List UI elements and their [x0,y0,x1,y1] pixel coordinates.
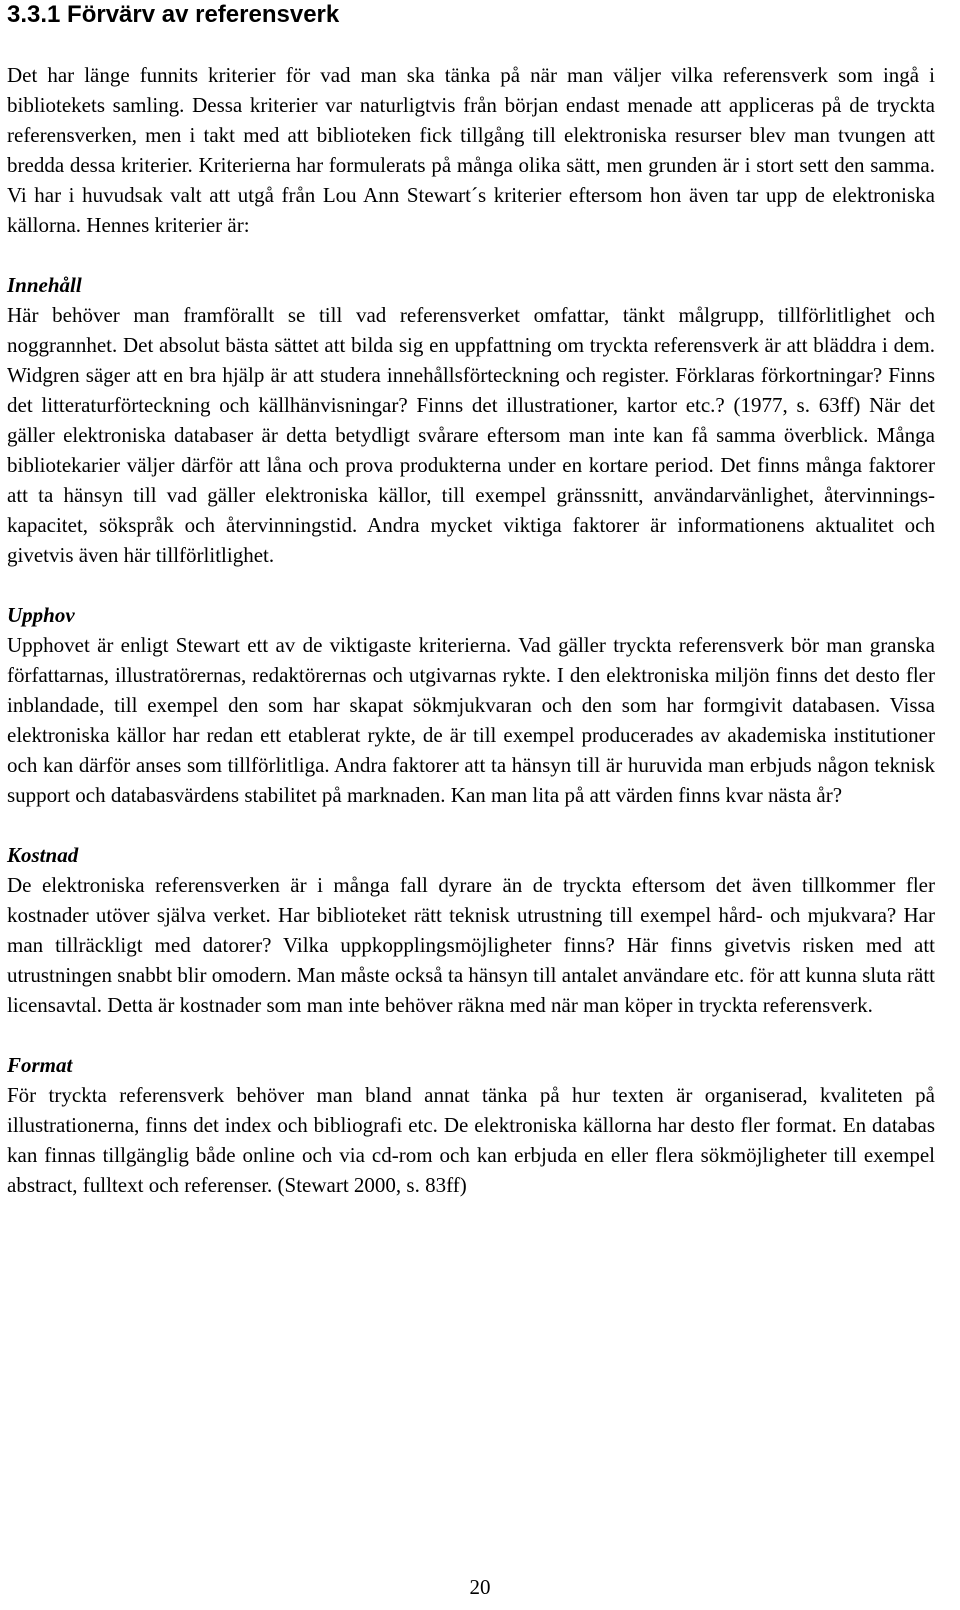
paragraph-upphov: Upphovet är enligt Stewart ett av de viktigaste kriterierna. Vad gäller tryckta referensverk bör man granska författarnas, illustratörernas, redaktörernas och utgivarnas rykte. I den elektroniska miljön finns det desto fler inblandade, till exempel den som har skapat sökmjukvaran och den som har formgivit databasen. Vissa elektroniska källor har redan ett etablerat rykte, de är till exempel producerades av akademiska institutioner och kan därför anses som tillförlitliga. Andra faktorer att ta hänsyn till är huruvida man erbjuds någon teknisk support och databasvärdens stabilitet på marknaden. Kan man lita på att värden finns kvar nästa år? [7,633,935,807]
subheading-innehall: Innehåll [7,273,82,297]
document-page [7,0,935,1200]
intro-paragraph: Det har länge funnits kriterier för vad man ska tänka på när man väljer vilka referensverk som ingå i bibliotekets samling. Dessa kriterier var naturligtvis från början endast menade att appliceras på de tryckta referensverken, men i takt med att biblioteken fick tillgång till elektroniska resurser blev man tvungen att bredda dessa kriterier. Kriterierna har formulerats på många olika sätt, men grunden är i stort sett den samma. Vi har i huvudsak valt att utgå från Lou Ann Stewart´s kriterier eftersom hon även tar upp de elektroniska källorna. Hennes kriterier är: [7,63,935,237]
paragraph-innehall: Här behöver man framförallt se till vad referensverket omfattar, tänkt målgrupp, tillförlitlighet och noggrannhet. Det absolut bästa sättet att bilda sig en uppfattning om tryckta referensverk är att bläddra i dem. Widgren säger att en bra hjälp är att studera innehållsförteckning och register. Förklaras förkortningar? Finns det litteraturförteckning och källhänvisningar? Finns det illustrationer, kartor etc.? (1977, s. 63ff) När det gäller elektroniska databaser är detta betydligt svårare eftersom man inte kan få samma överblick. Många bibliotekarier väljer därför att låna och prova produkterna under en kortare period. Det finns många faktorer att ta hänsyn till vad gäller elektroniska källor, till exempel gränssnitt, användarvänlighet, återvinnings-kapacitet, sökspråk och återvinningstid. Andra mycket viktiga faktorer är informationens aktualitet och givetvis även här tillförlitlighet. [7,303,935,567]
subheading-upphov: Upphov [7,603,75,627]
paragraph-kostnad: De elektroniska referensverken är i många fall dyrare än de tryckta eftersom det även tillkommer fler kostnader utöver själva verket. Har biblioteket rätt teknisk utrustning till exempel hård- och mjukvara? Har man tillräckligt med datorer? Vilka uppkopplingsmöjligheter finns? Här finns givetvis risken med att utrustningen snabbt blir omodern. Man måste också ta hänsyn till antalet användare etc. för att kunna sluta rätt licensavtal. Detta är kostnader som man inte behöver räkna med när man köper in tryckta referensverk. [7,873,935,1017]
section-heading: 3.3.1 Förvärv av referensverk [7,1,340,28]
subheading-kostnad: Kostnad [7,843,79,867]
page-number: 20 [469,1575,491,1599]
paragraph-format: För tryckta referensverk behöver man bland annat tänka på hur texten är organiserad, kvaliteten på illustrationerna, finns det index och bibliografi etc. De elektroniska källorna har desto fler format. En databas kan finnas tillgänglig både online och via cd-rom och kan erbjuda en eller flera sökmöjligheter till exempel abstract, fulltext och referenser. (Stewart 2000, s. 83ff) [7,1083,935,1197]
subheading-format: Format [7,1053,73,1077]
